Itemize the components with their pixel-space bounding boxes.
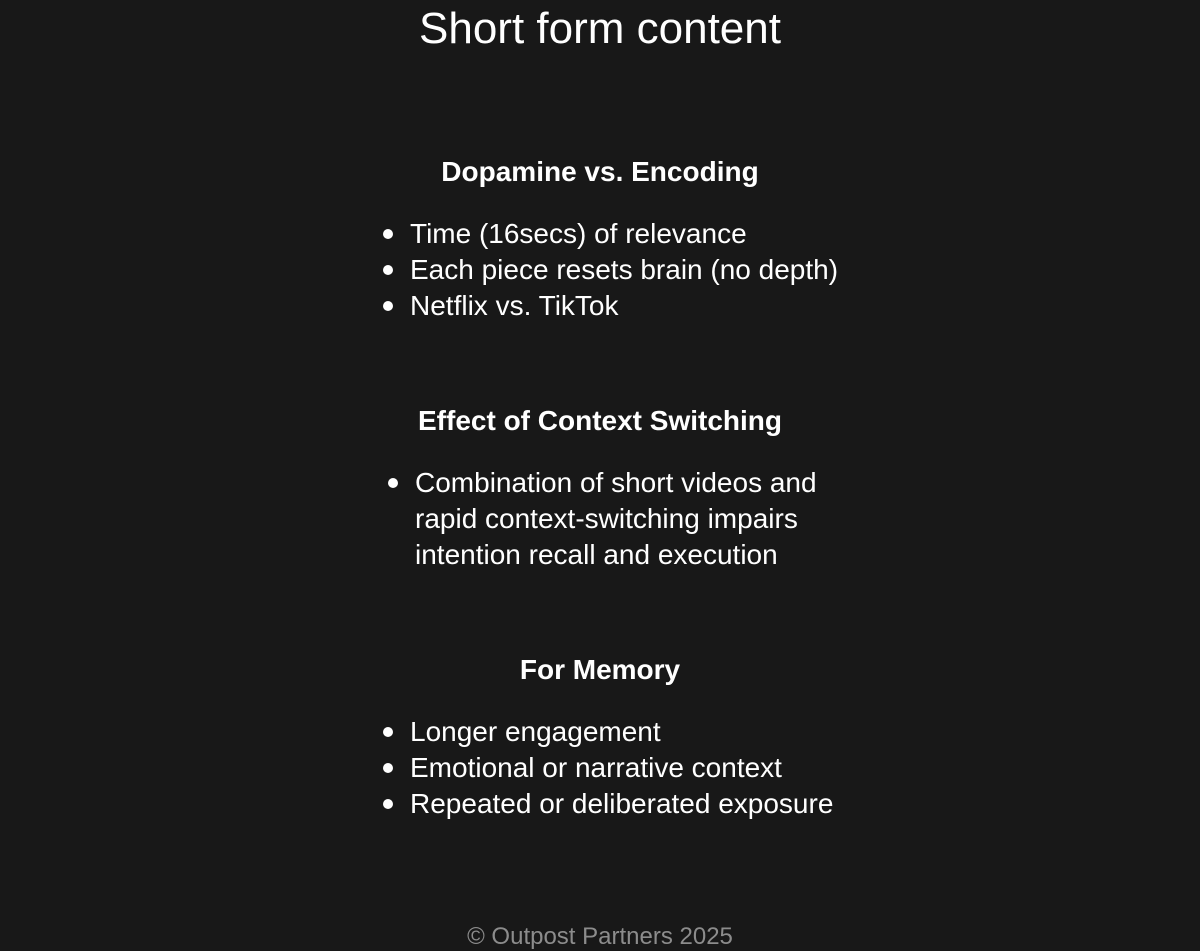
bullet-text: Combination of short videos and rapid context-switching impairs intention recall and execution (415, 467, 817, 570)
bullet-text: Longer engagement (410, 716, 661, 747)
list-item (410, 786, 833, 822)
bullet-text: Each piece resets brain (no depth) (410, 254, 839, 285)
list-item (410, 252, 838, 288)
section-heading-dopamine: Dopamine vs. Encoding (441, 156, 759, 187)
bullet-list-dopamine (410, 216, 838, 324)
bullet-text: Netflix vs. TikTok (410, 290, 619, 321)
bullet-text: Time (16secs) of relevance (410, 218, 747, 249)
bullet-dot-icon (383, 301, 393, 311)
bullet-dot-icon (383, 727, 393, 737)
list-item (415, 465, 835, 573)
bullet-dot-icon (383, 763, 393, 773)
copyright-footer: © Outpost Partners 2025 (467, 923, 733, 950)
list-item (410, 288, 838, 324)
list-item (410, 216, 838, 252)
bullet-dot-icon (383, 229, 393, 239)
list-item (410, 714, 833, 750)
section-heading-memory: For Memory (519, 654, 681, 685)
bullet-list-context-switching (415, 465, 835, 573)
bullet-list-memory (410, 714, 833, 822)
bullet-dot-icon (383, 265, 393, 275)
slide-title: Short form content (419, 4, 781, 53)
section-heading-context-switching: Effect of Context Switching (418, 405, 782, 436)
bullet-dot-icon (388, 478, 398, 488)
bullet-dot-icon (383, 799, 393, 809)
bullet-text: Emotional or narrative context (410, 752, 782, 783)
bullet-text: Repeated or deliberated exposure (410, 788, 834, 819)
list-item (410, 750, 833, 786)
